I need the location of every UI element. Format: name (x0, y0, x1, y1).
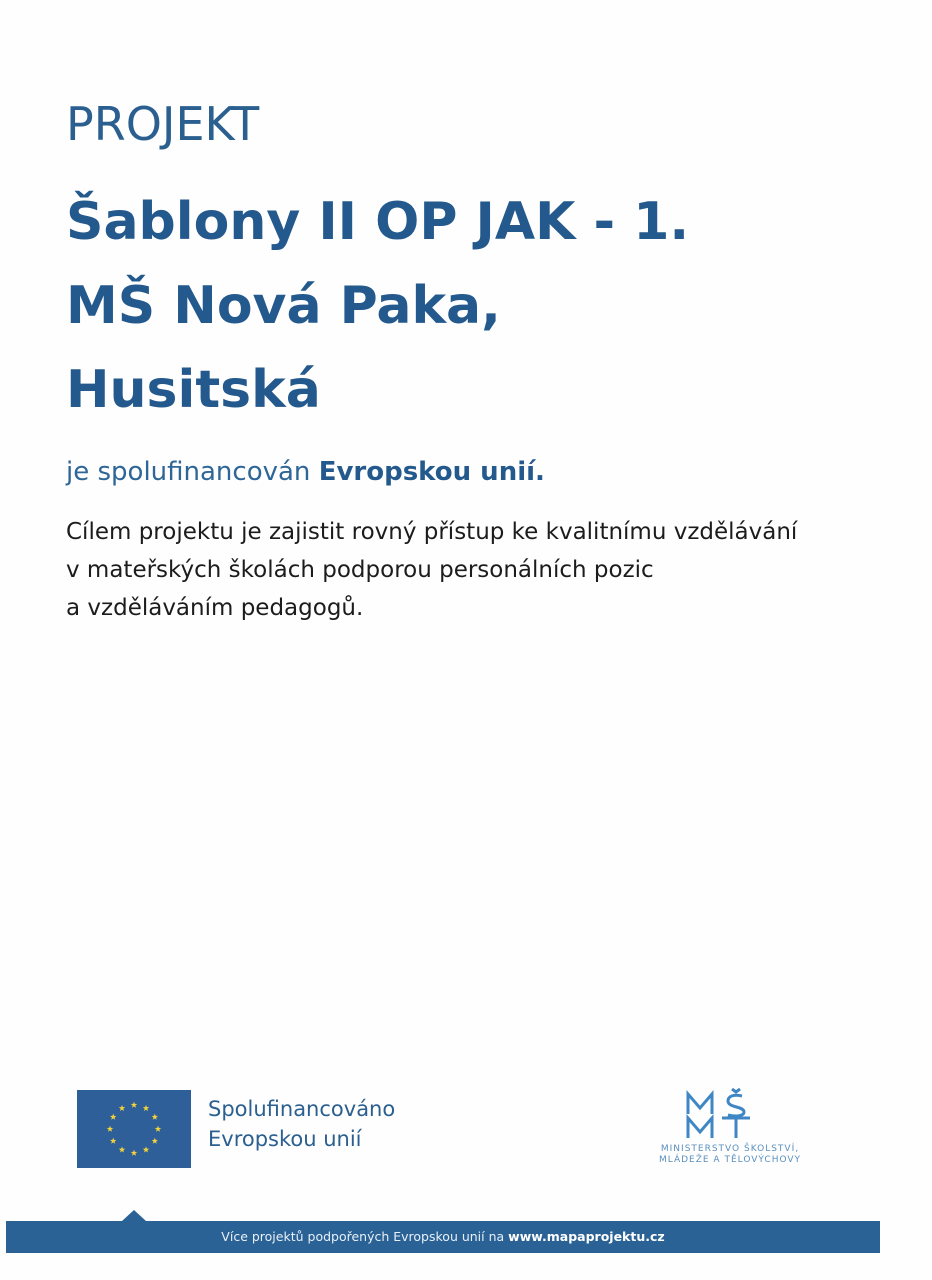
eu-label-line: Spolufinancováno (208, 1097, 396, 1121)
eu-star-icon (143, 1105, 149, 1111)
cofinanced-statement (66, 454, 545, 490)
footer-bar-notch (122, 1210, 146, 1221)
footer-text (6, 1221, 880, 1253)
msmt-logo-icon (684, 1088, 776, 1142)
project-title-line: MŠ Nová Paka, (66, 276, 501, 336)
eu-cofinanced-label (208, 1094, 395, 1154)
project-description (66, 513, 866, 627)
footer-prefix: Více projektů podpořených Evropskou unií na (221, 1229, 509, 1244)
eu-star-icon (152, 1138, 158, 1144)
footer-link[interactable]: www.mapaprojektu.cz (508, 1229, 665, 1244)
project-title (66, 180, 826, 432)
footer-bar (6, 1221, 880, 1253)
eu-stars-icon (77, 1090, 191, 1168)
project-title-line: Šablony II OP JAK - 1. (66, 192, 690, 252)
msmt-logo (640, 1084, 820, 1174)
eu-flag-icon (77, 1090, 191, 1168)
eu-star-icon (131, 1102, 137, 1108)
eyebrow-label: PROJEKT (66, 97, 260, 151)
eu-star-icon (152, 1114, 158, 1120)
eu-star-icon (119, 1146, 125, 1152)
eu-star-icon (119, 1105, 125, 1111)
description-line: a vzděláváním pedagogů. (66, 595, 364, 621)
eu-star-icon (107, 1126, 113, 1132)
eu-star-icon (110, 1114, 116, 1120)
description-line: v mateřských školách podporou personálních pozic (66, 557, 654, 583)
description-line: Cílem projektu je zajistit rovný přístup ke kvalitnímu vzdělávání (66, 519, 798, 545)
eu-star-icon (110, 1138, 116, 1144)
eu-star-icon (131, 1150, 137, 1156)
project-title-line: Husitská (66, 360, 321, 420)
eu-star-icon (143, 1146, 149, 1152)
msmt-name (640, 1144, 820, 1166)
cofinanced-emphasis: Evropskou unií. (318, 457, 545, 487)
cofinanced-prefix: je spolufinancován (66, 457, 319, 487)
eu-star-icon (155, 1126, 161, 1132)
eu-label-line: Evropskou unií (208, 1127, 362, 1151)
msmt-name-line: MLÁDEŽE A TĚLOVÝCHOVY (658, 1155, 802, 1165)
msmt-name-line: MINISTERSTVO ŠKOLSTVÍ, (660, 1144, 800, 1154)
